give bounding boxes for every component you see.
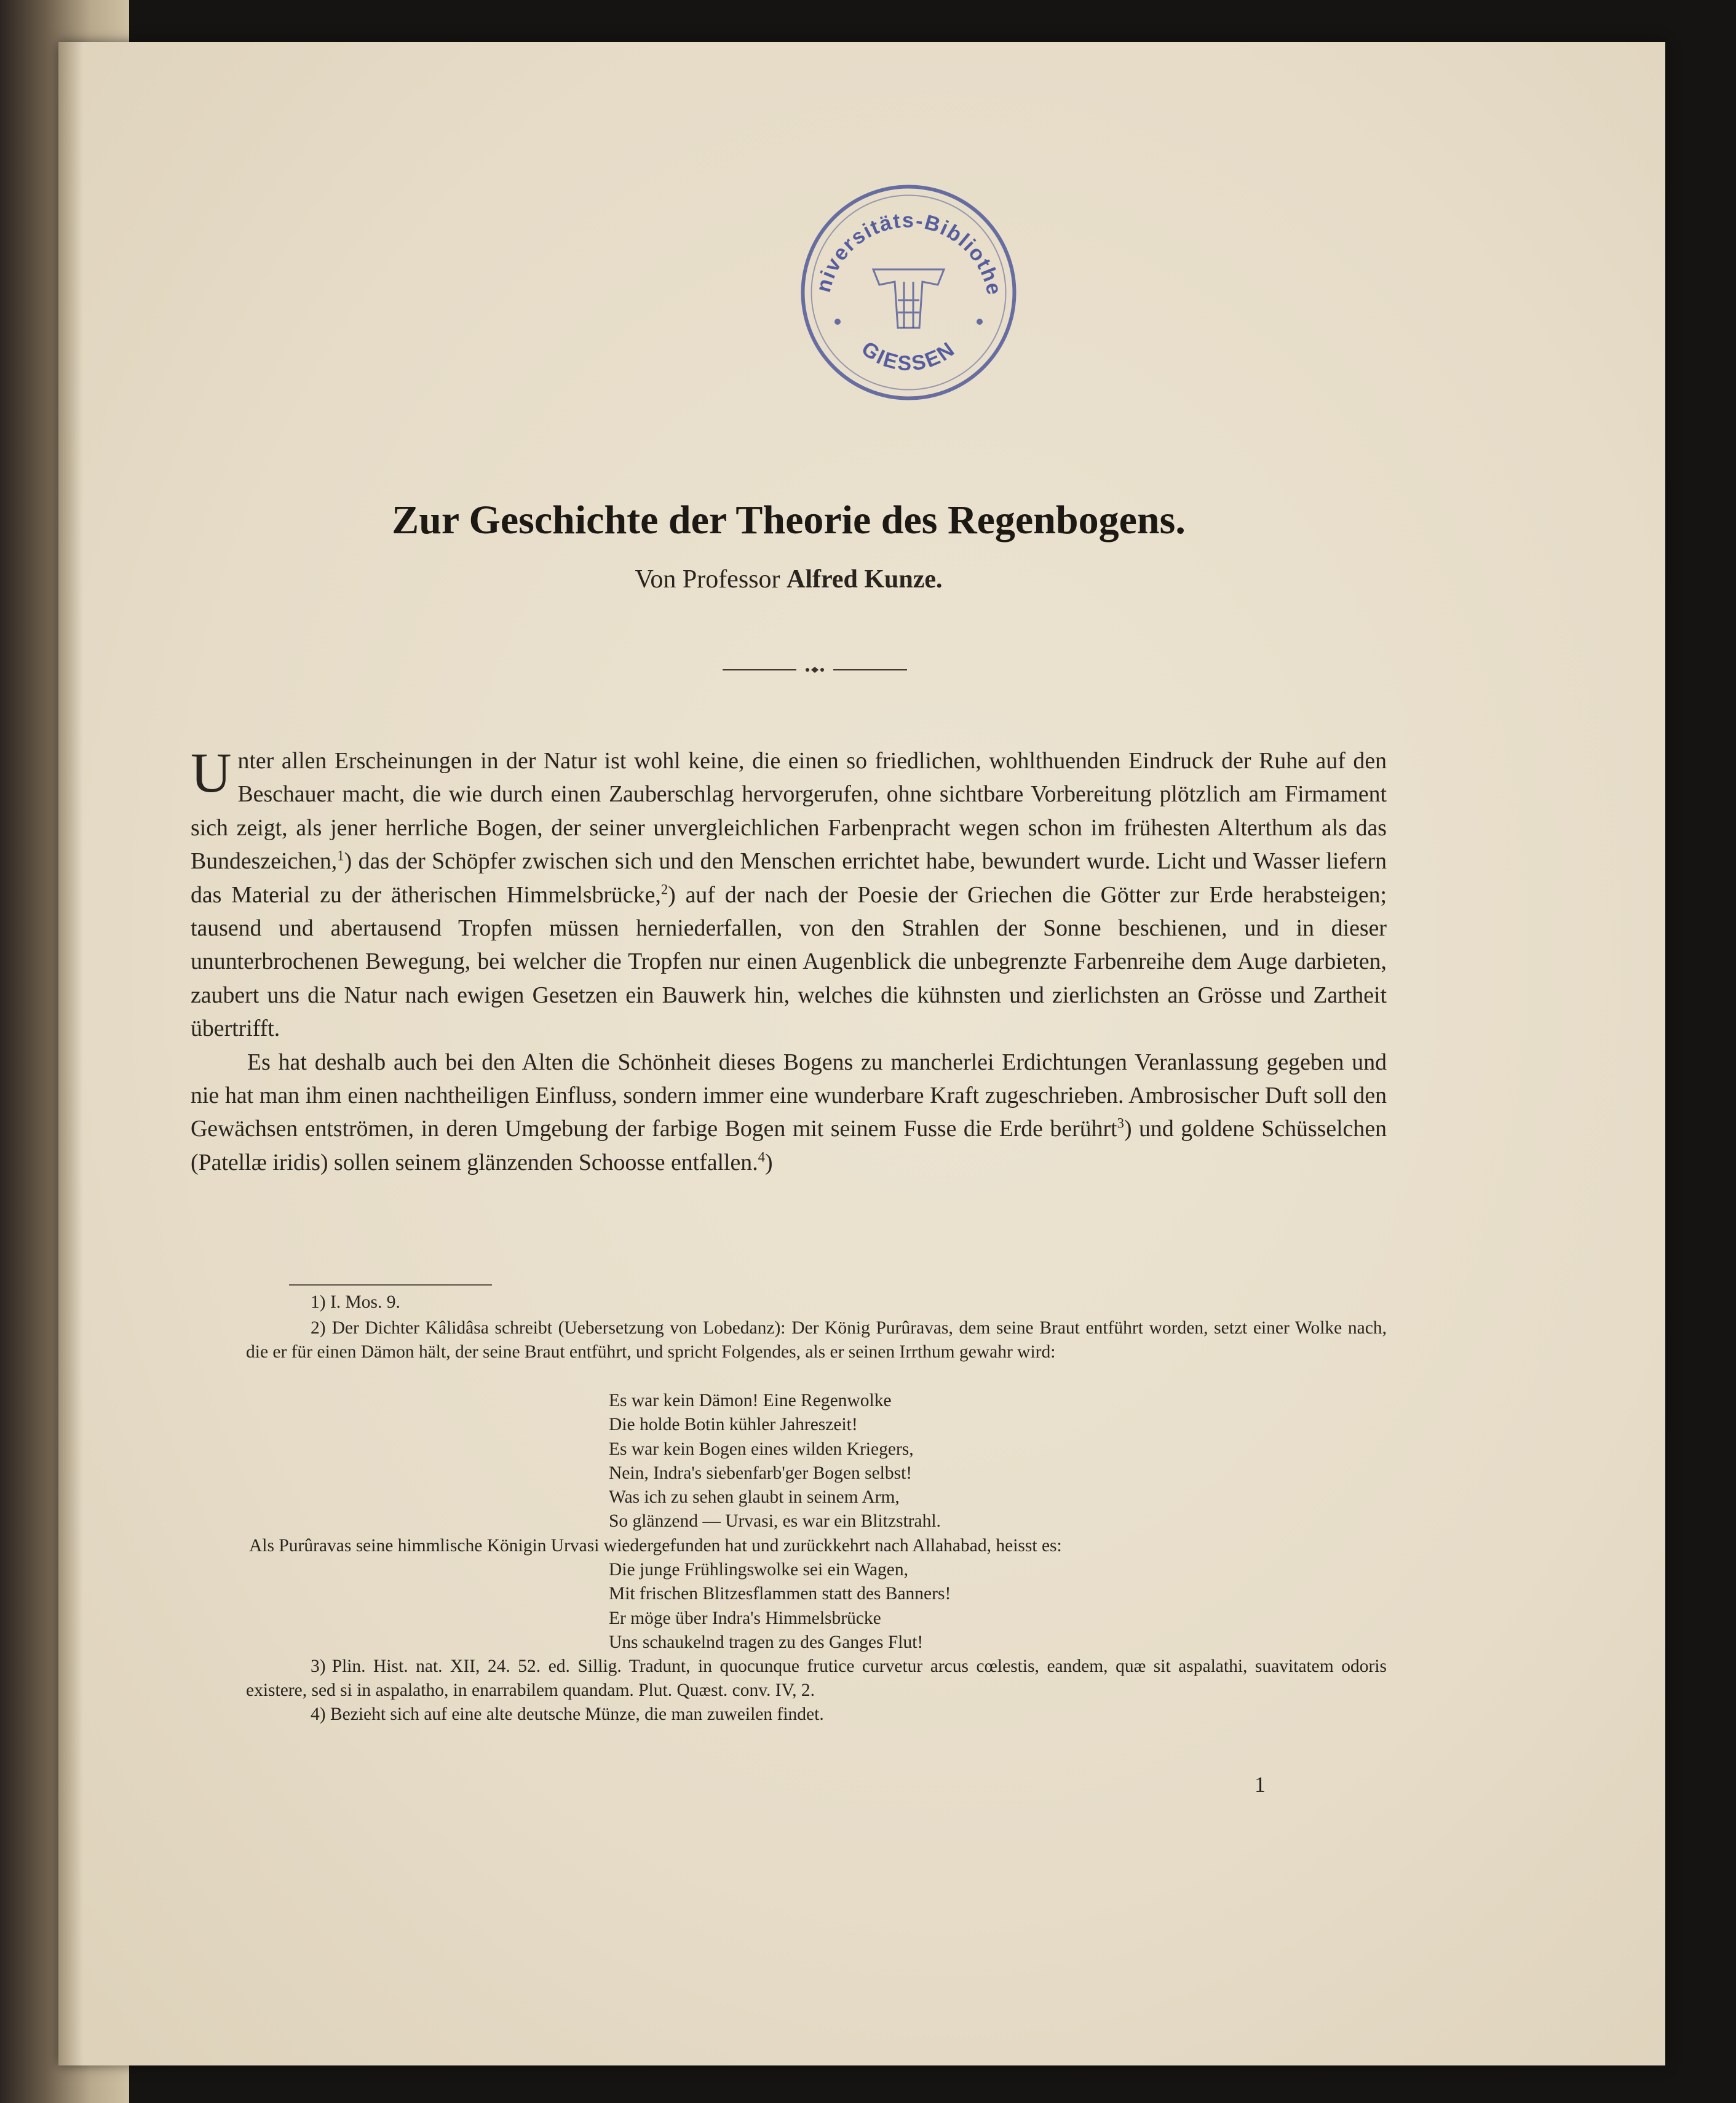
- footnote-1-text: I. Mos. 9.: [330, 1292, 400, 1312]
- verse-1-line: Nein, Indra's siebenfarb'ger Bogen selbst!: [609, 1463, 913, 1483]
- paragraph-2-text-a: Es hat deshalb auch bei den Alten die Schönheit dieses Bogens zu mancherlei Erdichtungen Veranlassung gegeben und nie hat man ihm einen nachtheiligen Einfluss, sondern immer eine wunderbare Kraft zugeschrieben. Ambrosischer Duft soll den Gewächsen entströmen, in deren Umgebung der farbige Bogen mit seinem Fusse die Erde berührt: [191, 1049, 1387, 1142]
- footnote-3-text: Plin. Hist. nat. XII, 24. 52. ed. Sillig. Tradunt, in quocunque frutice curvetur arcus cœlestis, eandem, quæ sit aspalathi, suavitatem odoris existere, sed si in aspalatho, in enarrabilem quandam. Plut. Quæst. conv. IV, 2.: [246, 1656, 1387, 1701]
- footnote-ref-1: 1: [337, 848, 344, 864]
- paragraph-1-text-c: ) auf der nach der Poesie der Griechen die Götter zur Erde herabsteigen; tausend und abertausend Tropfen müssen herniederfallen, von den Strahlen der Sonne beschienen, und in dieser ununterbrochenen Bewegung, bei welcher die Tropfen nur einen Augenblick die unbegrenzte Farbenreihe dem Auge darbieten, zaubert uns die Natur nach ewigen Gesetzen ein Bauwerk hin, welches die kühnsten und zierlichsten an Grösse und Zartheit übertrifft.: [191, 881, 1387, 1042]
- svg-text:Universitäts-Bibliothek: niversitäts-Bibliothe: [811, 209, 1007, 298]
- footnote-ref-4: 4: [758, 1149, 765, 1165]
- footnote-1: [311, 1290, 1451, 1314]
- footnote-2-continuation: Als Purûravas seine himmlische Königin Urvasi wiedergefunden hat und zurückkehrt nach Allahabad, heisst es:: [249, 1536, 1062, 1556]
- footnote-4: [311, 1703, 1451, 1727]
- footnote-3-number: 3): [311, 1656, 326, 1676]
- svg-text:GIESSEN: GIESSEN: [857, 336, 961, 376]
- verse-1-line: Was ich zu sehen glaubt in seinem Arm,: [609, 1487, 900, 1508]
- author-name: Alfred Kunze.: [787, 565, 943, 594]
- verse-1-line: So glänzend — Urvasi, es war ein Blitzstrahl.: [609, 1511, 941, 1532]
- library-stamp-graphic: [799, 183, 1018, 402]
- footnote-4-number: 4): [311, 1704, 326, 1724]
- page-gutter-shadow: [58, 42, 83, 2065]
- article-body: [191, 741, 1387, 1179]
- footnote-4-text: Bezieht sich auf eine alte deutsche Münze, die man zuweilen findet.: [330, 1704, 824, 1724]
- footnote-2-number: 2): [311, 1318, 326, 1338]
- paragraph-2-text-c: ): [765, 1149, 773, 1175]
- author-line: [191, 565, 1387, 594]
- footnote-1-number: 1): [311, 1292, 326, 1312]
- footnote-2-text: Der Dichter Kâlidâsa schreibt (Uebersetzung von Lobedanz): Der König Purûravas, dem seine Braut entführt worden, setzt einer Wolke nach, die er für einen Dämon hält, der seine Braut entführt, und spricht Folgendes, als er seinen Irrthum gewahr wird:: [246, 1318, 1387, 1362]
- paragraph-1: [191, 741, 1387, 1046]
- footnote-ref-2: 2: [660, 881, 668, 897]
- footnote-ref-3: 3: [1117, 1115, 1124, 1131]
- verse-1-line: Es war kein Bogen eines wilden Kriegers,: [609, 1439, 914, 1459]
- library-stamp: [799, 183, 1018, 402]
- footnote-3: [246, 1655, 1387, 1703]
- verse-2-line: Er möge über Indra's Himmelsbrücke: [609, 1608, 881, 1628]
- verse-1-line: Die holde Botin kühler Jahreszeit!: [609, 1415, 858, 1435]
- paragraph-1-text-b: ) das der Schöpfer zwischen sich und den Menschen errichtet habe, bewundert wurde. Licht und Wasser liefern das Material zu der ätherischen Himmelsbrücke,: [191, 848, 1387, 908]
- paragraph-2-text-b: ) und goldene Schüsselchen (Patellæ iridis) sollen seinem glänzenden Schoosse entfallen.: [191, 1116, 1387, 1175]
- title-ornament-divider: [723, 666, 907, 674]
- article-title: Zur Geschichte der Theorie des Regenbogens.: [392, 498, 1186, 543]
- verse-block-1: [609, 1389, 1224, 1534]
- page-number: 1: [1254, 1772, 1266, 1797]
- verse-2-line: Uns schaukelnd tragen zu des Ganges Flut!: [609, 1632, 924, 1652]
- verse-block-2: [609, 1558, 1224, 1655]
- paragraph-1-text-a: nter allen Erscheinungen in der Natur ist wohl keine, die einen so friedlichen, wohlthuenden Eindruck der Ruhe auf den Beschauer macht, die wie durch einen Zauberschlag hervorgerufen, ohne sichtbare Vorbereitung plötzlich am Firmament sich zeigt, als jener herrliche Bogen, der seiner unvergleichlichen Farbenpracht wegen schon im frühesten Alterthum als das Bundeszeichen,: [191, 748, 1387, 875]
- drop-cap: U: [191, 741, 232, 804]
- verse-2-line: Die junge Frühlingswolke sei ein Wagen,: [609, 1560, 909, 1580]
- paragraph-2: [191, 1046, 1387, 1180]
- verse-1-line: Es war kein Dämon! Eine Regenwolke: [609, 1391, 892, 1410]
- verse-2-line: Mit frischen Blitzesflammen statt des Banners!: [609, 1584, 951, 1604]
- author-prefix: Von Professor: [635, 565, 780, 594]
- footnote-separator: [289, 1284, 492, 1286]
- footnote-2: [246, 1316, 1387, 1365]
